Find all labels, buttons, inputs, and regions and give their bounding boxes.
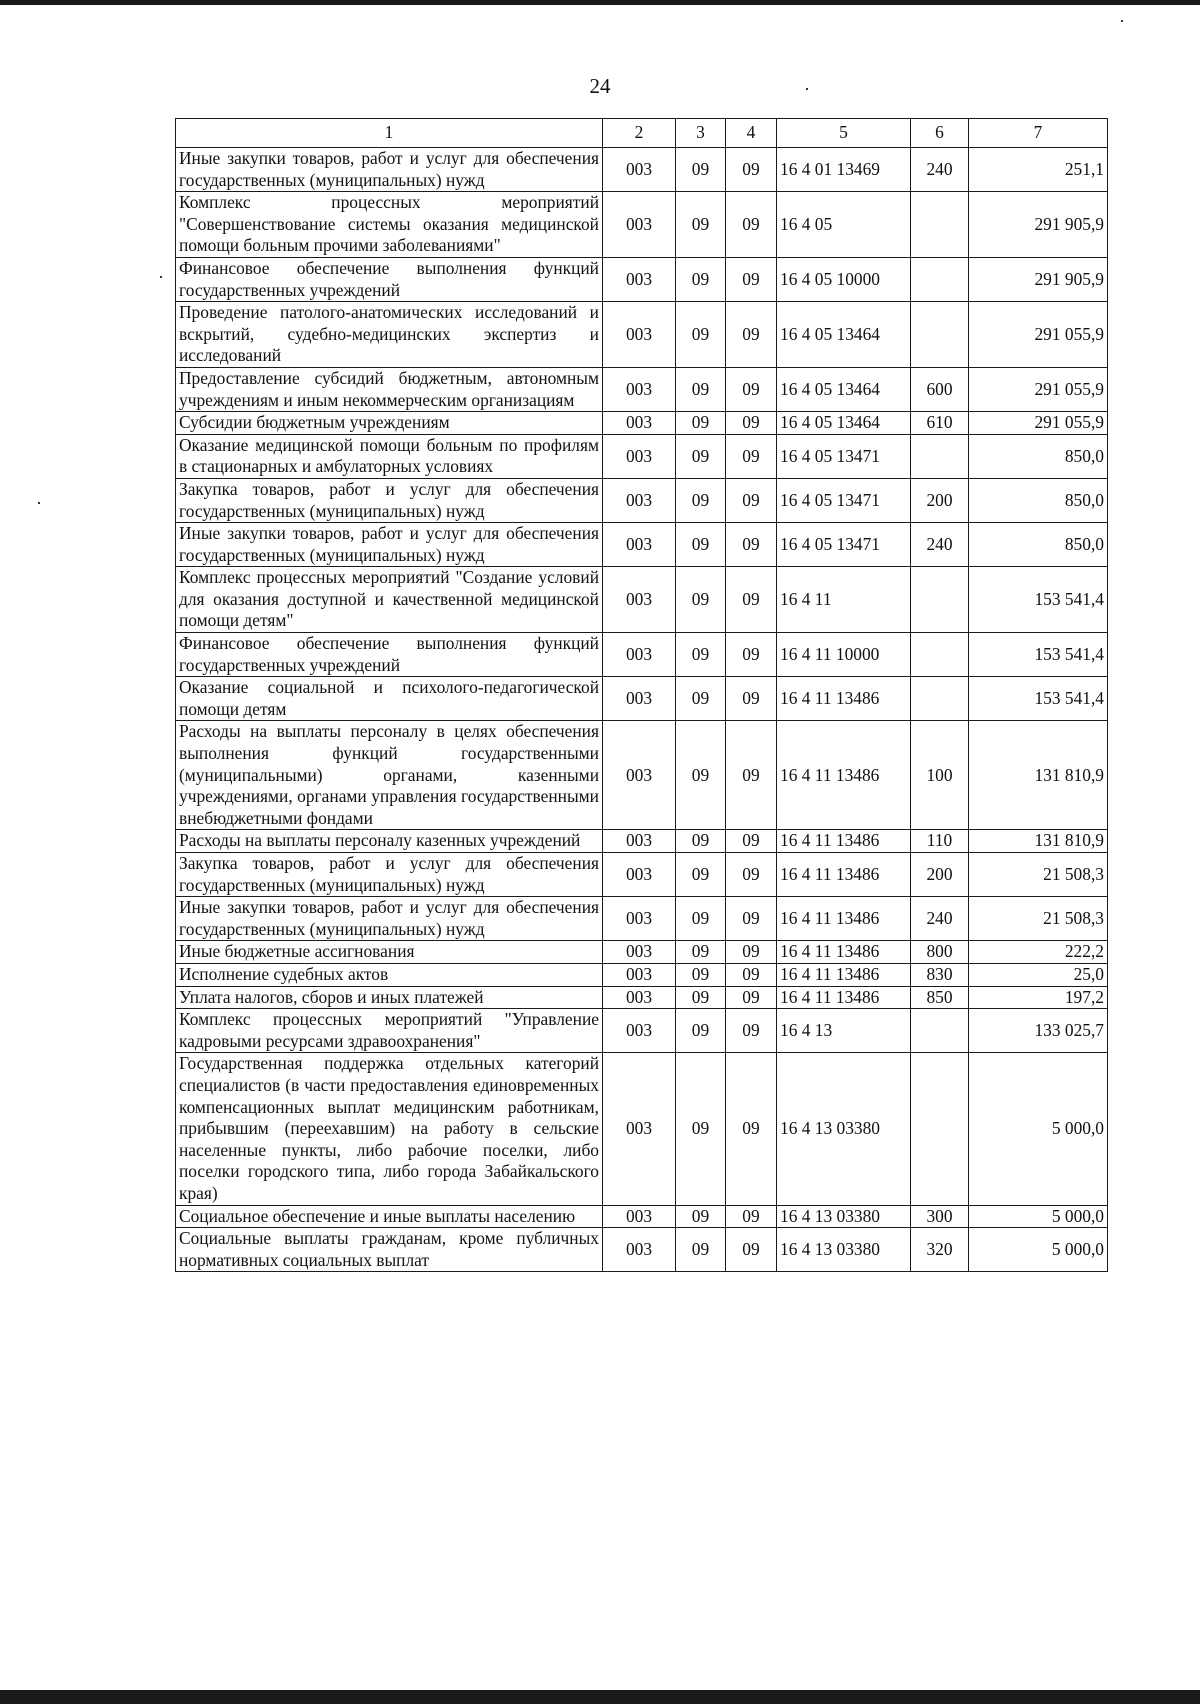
row-code-col4: 09 — [726, 257, 777, 301]
column-header: 3 — [676, 119, 726, 148]
row-amount: 133 025,7 — [969, 1009, 1108, 1053]
row-description: Предоставление субсидий бюджетным, автономным учреждениям и иным некоммерческим организациям — [176, 367, 603, 411]
table-row — [176, 1009, 1108, 1053]
row-code-col3: 09 — [676, 412, 726, 435]
row-expense-type — [911, 567, 969, 633]
row-expense-type: 240 — [911, 897, 969, 941]
row-expense-type: 610 — [911, 412, 969, 435]
row-code-col3: 09 — [676, 523, 726, 567]
row-description: Комплекс процессных мероприятий "Совершенствование системы оказания медицинской помощи больным прочими заболеваниями" — [176, 192, 603, 258]
row-target-code: 16 4 05 10000 — [777, 257, 911, 301]
row-description: Оказание медицинской помощи больным по профилям в стационарных и амбулаторных условиях — [176, 434, 603, 478]
row-code-col3: 09 — [676, 257, 726, 301]
row-code-col4: 09 — [726, 633, 777, 677]
row-code-col3: 09 — [676, 830, 726, 853]
table-row — [176, 633, 1108, 677]
row-amount: 5 000,0 — [969, 1205, 1108, 1228]
row-code-col4: 09 — [726, 853, 777, 897]
row-expense-type: 240 — [911, 523, 969, 567]
row-description: Финансовое обеспечение выполнения функций государственных учреждений — [176, 633, 603, 677]
row-target-code: 16 4 11 10000 — [777, 633, 911, 677]
row-description: Комплекс процессных мероприятий "Управление кадровыми ресурсами здравоохранения" — [176, 1009, 603, 1053]
table-row — [176, 986, 1108, 1009]
table-row — [176, 434, 1108, 478]
row-code-col3: 09 — [676, 633, 726, 677]
row-description: Уплата налогов, сборов и иных платежей — [176, 986, 603, 1009]
table-row — [176, 941, 1108, 964]
row-amount: 131 810,9 — [969, 830, 1108, 853]
row-amount: 850,0 — [969, 478, 1108, 522]
row-code-col3: 09 — [676, 1009, 726, 1053]
row-target-code: 16 4 11 13486 — [777, 963, 911, 986]
row-code-col2: 003 — [603, 941, 676, 964]
row-code-col2: 003 — [603, 302, 676, 368]
row-amount: 197,2 — [969, 986, 1108, 1009]
row-amount: 21 508,3 — [969, 853, 1108, 897]
row-expense-type: 600 — [911, 367, 969, 411]
row-target-code: 16 4 05 13471 — [777, 434, 911, 478]
row-code-col2: 003 — [603, 1053, 676, 1205]
row-code-col2: 003 — [603, 1009, 676, 1053]
row-code-col4: 09 — [726, 148, 777, 192]
row-expense-type — [911, 677, 969, 721]
row-code-col2: 003 — [603, 677, 676, 721]
scan-edge-top — [0, 0, 1200, 5]
row-code-col2: 003 — [603, 963, 676, 986]
row-amount: 850,0 — [969, 434, 1108, 478]
row-expense-type: 240 — [911, 148, 969, 192]
column-header: 4 — [726, 119, 777, 148]
table-row — [176, 853, 1108, 897]
row-code-col2: 003 — [603, 986, 676, 1009]
column-header: 1 — [176, 119, 603, 148]
row-target-code: 16 4 05 13471 — [777, 478, 911, 522]
row-amount: 251,1 — [969, 148, 1108, 192]
row-code-col4: 09 — [726, 1205, 777, 1228]
row-code-col3: 09 — [676, 897, 726, 941]
row-code-col4: 09 — [726, 986, 777, 1009]
table-row — [176, 478, 1108, 522]
row-code-col4: 09 — [726, 412, 777, 435]
row-code-col2: 003 — [603, 478, 676, 522]
row-description: Проведение патолого-анатомических исследований и вскрытий, судебно-медицинских экспертиз и исследований — [176, 302, 603, 368]
row-code-col2: 003 — [603, 897, 676, 941]
row-description: Иные закупки товаров, работ и услуг для обеспечения государственных (муниципальных) нужд — [176, 897, 603, 941]
row-expense-type: 850 — [911, 986, 969, 1009]
table-row — [176, 302, 1108, 368]
row-target-code: 16 4 11 13486 — [777, 897, 911, 941]
row-code-col4: 09 — [726, 677, 777, 721]
row-code-col2: 003 — [603, 367, 676, 411]
row-target-code: 16 4 05 13464 — [777, 412, 911, 435]
row-amount: 153 541,4 — [969, 567, 1108, 633]
row-code-col2: 003 — [603, 148, 676, 192]
table-row — [176, 567, 1108, 633]
row-description: Комплекс процессных мероприятий "Создание условий для оказания доступной и качественной медицинской помощи детям" — [176, 567, 603, 633]
row-code-col3: 09 — [676, 148, 726, 192]
row-code-col4: 09 — [726, 567, 777, 633]
table-row — [176, 192, 1108, 258]
row-code-col2: 003 — [603, 1205, 676, 1228]
row-code-col4: 09 — [726, 721, 777, 830]
row-description: Иные закупки товаров, работ и услуг для обеспечения государственных (муниципальных) нужд — [176, 523, 603, 567]
scan-speck — [160, 276, 162, 278]
row-target-code: 16 4 11 13486 — [777, 941, 911, 964]
row-code-col2: 003 — [603, 523, 676, 567]
row-code-col4: 09 — [726, 941, 777, 964]
scan-speck — [806, 88, 808, 90]
row-code-col4: 09 — [726, 963, 777, 986]
row-code-col2: 003 — [603, 853, 676, 897]
row-code-col3: 09 — [676, 721, 726, 830]
row-target-code: 16 4 11 13486 — [777, 721, 911, 830]
scan-edge-bottom — [0, 1690, 1200, 1704]
row-code-col3: 09 — [676, 192, 726, 258]
row-code-col4: 09 — [726, 302, 777, 368]
row-code-col4: 09 — [726, 830, 777, 853]
row-description: Государственная поддержка отдельных категорий специалистов (в части предоставления единовременных компенсационных выплат медицинским работникам, прибывшим (переехавшим) на работу в сельские населенные пункты, либо рабочие поселки, либо поселки городского типа, либо города Забайкальского края) — [176, 1053, 603, 1205]
row-code-col2: 003 — [603, 567, 676, 633]
row-amount: 291 055,9 — [969, 367, 1108, 411]
row-code-col3: 09 — [676, 478, 726, 522]
row-amount: 131 810,9 — [969, 721, 1108, 830]
page-number: 24 — [589, 74, 611, 98]
row-description: Закупка товаров, работ и услуг для обеспечения государственных (муниципальных) нужд — [176, 478, 603, 522]
row-code-col4: 09 — [726, 434, 777, 478]
row-amount: 291 055,9 — [969, 412, 1108, 435]
table-row — [176, 148, 1108, 192]
table-row — [176, 367, 1108, 411]
table-row — [176, 523, 1108, 567]
row-description: Иные бюджетные ассигнования — [176, 941, 603, 964]
row-code-col2: 003 — [603, 1228, 676, 1272]
row-target-code: 16 4 11 13486 — [777, 677, 911, 721]
row-code-col3: 09 — [676, 1205, 726, 1228]
row-code-col2: 003 — [603, 721, 676, 830]
row-expense-type: 300 — [911, 1205, 969, 1228]
table-row — [176, 257, 1108, 301]
row-code-col3: 09 — [676, 567, 726, 633]
row-code-col4: 09 — [726, 1053, 777, 1205]
row-expense-type: 200 — [911, 478, 969, 522]
row-expense-type: 830 — [911, 963, 969, 986]
row-code-col4: 09 — [726, 192, 777, 258]
row-target-code: 16 4 11 — [777, 567, 911, 633]
table-header-row — [176, 119, 1108, 148]
column-header: 5 — [777, 119, 911, 148]
row-code-col4: 09 — [726, 478, 777, 522]
row-description: Исполнение судебных актов — [176, 963, 603, 986]
table-row — [176, 721, 1108, 830]
row-code-col2: 003 — [603, 434, 676, 478]
row-description: Закупка товаров, работ и услуг для обеспечения государственных (муниципальных) нужд — [176, 853, 603, 897]
row-description: Иные закупки товаров, работ и услуг для обеспечения государственных (муниципальных) нужд — [176, 148, 603, 192]
row-code-col3: 09 — [676, 1053, 726, 1205]
row-expense-type — [911, 257, 969, 301]
table-row — [176, 897, 1108, 941]
row-expense-type: 320 — [911, 1228, 969, 1272]
row-expense-type — [911, 633, 969, 677]
row-expense-type — [911, 434, 969, 478]
column-header: 7 — [969, 119, 1108, 148]
table-body — [176, 148, 1108, 1272]
row-amount: 222,2 — [969, 941, 1108, 964]
row-amount: 291 905,9 — [969, 257, 1108, 301]
row-code-col3: 09 — [676, 1228, 726, 1272]
row-code-col2: 003 — [603, 257, 676, 301]
row-target-code: 16 4 11 13486 — [777, 986, 911, 1009]
table-row — [176, 1053, 1108, 1205]
row-code-col3: 09 — [676, 986, 726, 1009]
row-code-col3: 09 — [676, 367, 726, 411]
row-amount: 5 000,0 — [969, 1053, 1108, 1205]
row-amount: 21 508,3 — [969, 897, 1108, 941]
table-row — [176, 1228, 1108, 1272]
row-expense-type: 800 — [911, 941, 969, 964]
budget-table — [175, 118, 1108, 1272]
row-expense-type: 100 — [911, 721, 969, 830]
row-target-code: 16 4 05 13471 — [777, 523, 911, 567]
row-code-col3: 09 — [676, 677, 726, 721]
row-description: Социальное обеспечение и иные выплаты населению — [176, 1205, 603, 1228]
row-code-col4: 09 — [726, 523, 777, 567]
column-header: 6 — [911, 119, 969, 148]
row-target-code: 16 4 13 — [777, 1009, 911, 1053]
scan-speck — [38, 502, 40, 504]
row-code-col3: 09 — [676, 434, 726, 478]
row-target-code: 16 4 05 13464 — [777, 367, 911, 411]
row-code-col4: 09 — [726, 897, 777, 941]
row-amount: 291 055,9 — [969, 302, 1108, 368]
row-expense-type — [911, 1009, 969, 1053]
table-row — [176, 963, 1108, 986]
row-code-col4: 09 — [726, 1228, 777, 1272]
row-code-col2: 003 — [603, 412, 676, 435]
row-target-code: 16 4 13 03380 — [777, 1228, 911, 1272]
row-description: Расходы на выплаты персоналу казенных учреждений — [176, 830, 603, 853]
row-code-col3: 09 — [676, 302, 726, 368]
scan-speck — [1121, 20, 1123, 22]
row-expense-type: 200 — [911, 853, 969, 897]
table-row — [176, 677, 1108, 721]
row-code-col2: 003 — [603, 830, 676, 853]
row-code-col4: 09 — [726, 1009, 777, 1053]
row-expense-type — [911, 192, 969, 258]
table-row — [176, 412, 1108, 435]
row-expense-type — [911, 302, 969, 368]
table-row — [176, 830, 1108, 853]
row-code-col2: 003 — [603, 633, 676, 677]
row-amount: 5 000,0 — [969, 1228, 1108, 1272]
row-expense-type — [911, 1053, 969, 1205]
row-target-code: 16 4 05 — [777, 192, 911, 258]
row-amount: 850,0 — [969, 523, 1108, 567]
row-amount: 291 905,9 — [969, 192, 1108, 258]
row-target-code: 16 4 11 13486 — [777, 830, 911, 853]
row-target-code: 16 4 05 13464 — [777, 302, 911, 368]
row-amount: 153 541,4 — [969, 633, 1108, 677]
row-description: Оказание социальной и психолого-педагогической помощи детям — [176, 677, 603, 721]
row-description: Социальные выплаты гражданам, кроме публичных нормативных социальных выплат — [176, 1228, 603, 1272]
row-target-code: 16 4 01 13469 — [777, 148, 911, 192]
table-row — [176, 1205, 1108, 1228]
column-header: 2 — [603, 119, 676, 148]
row-code-col3: 09 — [676, 853, 726, 897]
row-code-col3: 09 — [676, 963, 726, 986]
row-code-col4: 09 — [726, 367, 777, 411]
row-description: Финансовое обеспечение выполнения функций государственных учреждений — [176, 257, 603, 301]
row-target-code: 16 4 11 13486 — [777, 853, 911, 897]
row-expense-type: 110 — [911, 830, 969, 853]
row-code-col3: 09 — [676, 941, 726, 964]
row-code-col2: 003 — [603, 192, 676, 258]
row-amount: 25,0 — [969, 963, 1108, 986]
row-description: Расходы на выплаты персоналу в целях обеспечения выполнения функций государственными (муниципальными) органами, казенными учреждениями, органами управления государственными внебюджетными фондами — [176, 721, 603, 830]
row-target-code: 16 4 13 03380 — [777, 1205, 911, 1228]
row-description: Субсидии бюджетным учреждениям — [176, 412, 603, 435]
row-target-code: 16 4 13 03380 — [777, 1053, 911, 1205]
row-amount: 153 541,4 — [969, 677, 1108, 721]
